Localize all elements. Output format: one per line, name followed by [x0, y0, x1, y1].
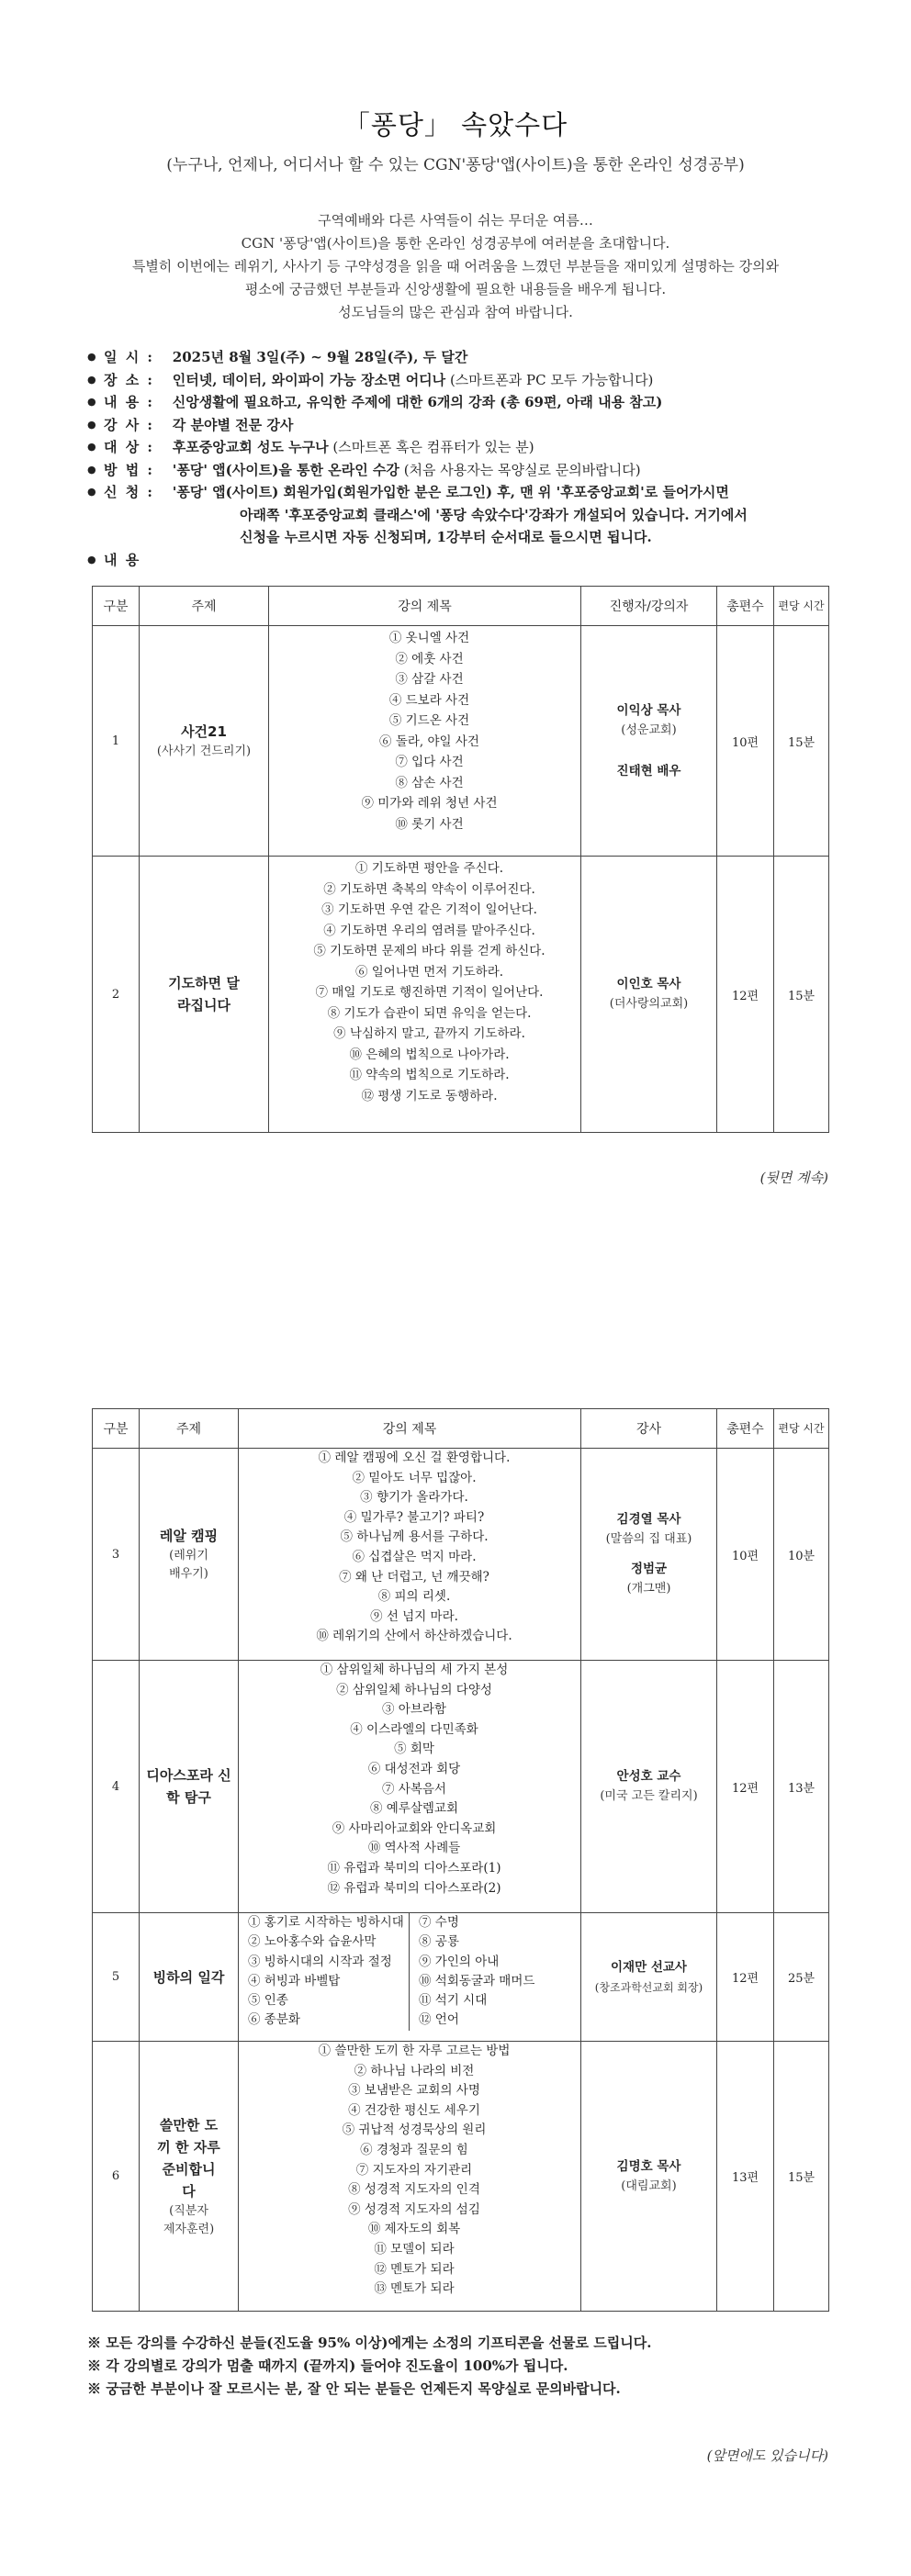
row-number: 1: [93, 626, 140, 857]
col-header: 주제: [140, 1409, 239, 1449]
info-note: (처음 사용자는 목양실로 문의바랍니다): [403, 461, 641, 478]
lecture-title: ③ 기도하면 우연 같은 기적이 일어난다.: [321, 902, 537, 917]
lecture-title: ① 기도하면 평안을 주신다.: [354, 861, 504, 876]
back-note: (앞면에도 있습니다): [706, 2447, 828, 2464]
lecture-title: ⑫ 평생 기도로 동행하라.: [361, 1088, 498, 1103]
col-header: 주제: [140, 587, 269, 626]
lecture-title: ⑪ 모델이 되라: [374, 2241, 455, 2257]
info-target: [85, 436, 848, 459]
lecture-title: ② 기도하면 축복의 약속이 이루어진다.: [323, 881, 535, 897]
info-method: [85, 459, 848, 482]
lecture-title: ⑥ 대성전과 회당: [367, 1761, 461, 1776]
intro-line: CGN '퐁당'앱(사이트)을 통한 온라인 성경공부에 여러분을 초대합니다.: [241, 235, 670, 252]
info-label: 내 용: [104, 551, 141, 568]
intro-line: 평소에 궁금했던 부분들과 신앙생활에 필요한 내용들을 배우게 됩니다.: [244, 281, 667, 297]
lecture-title: ⑤ 회막: [394, 1742, 434, 1757]
info-note: (스마트폰 혹은 컴퓨터가 있는 분): [332, 439, 534, 455]
lecture-title: ② 에훗 사건: [395, 651, 464, 666]
episode-count: 10편: [717, 626, 774, 857]
lecture-titles: [239, 1661, 581, 1913]
topic-cell: [140, 857, 269, 1133]
lecture-title: ⑧ 예루살렘교회: [369, 1801, 459, 1817]
lecturer-name: 정범균: [630, 1562, 668, 1576]
lecture-title: ⑧ 기도가 습관이 되면 유익을 얻는다.: [327, 1005, 532, 1021]
col-header: 진행자/강의자: [581, 587, 717, 626]
bullet-icon: ●: [87, 373, 96, 386]
lecturer-cell: [581, 857, 717, 1133]
lecture-title: ③ 향기가 올라가다.: [360, 1490, 468, 1506]
lecturer-cell: [581, 1913, 717, 2042]
lecture-title: ⑨ 미가와 레위 청년 사건: [361, 796, 498, 811]
lecturer-name: 김명호 목사: [616, 2158, 681, 2174]
lecture-title: ⑤ 인종: [248, 1993, 288, 2009]
lecture-title: ⑥ 일어나면 먼저 기도하라.: [354, 964, 504, 980]
lecture-title: ⑤ 귀납적 성경묵상의 원리: [342, 2122, 487, 2138]
info-value: 후포중앙교회 성도 누구나: [172, 439, 329, 455]
row-number: 6: [93, 2042, 140, 2312]
lecturer-affiliation: (더사랑의교회): [609, 997, 689, 1011]
info-value: '퐁당' 앱(사이트)을 통한 온라인 수강: [172, 461, 399, 478]
row-number: 3: [93, 1449, 140, 1661]
lecture-title: ① 옷니엘 사건: [388, 631, 470, 645]
episode-count: 10편: [717, 1449, 774, 1661]
lecture-title: ④ 드보라 사건: [388, 692, 470, 708]
lecture-title: ⑦ 왜 난 더럽고, 넌 깨끗해?: [339, 1569, 489, 1585]
topic-cell: [140, 1913, 239, 2042]
lecture-title: ⑦ 입다 사건: [395, 755, 464, 769]
lecture-titles-right: [410, 1913, 581, 2031]
lecture-title: ⑨ 가인의 아내: [419, 1954, 500, 1969]
lecture-title: ⑧ 성경적 지도자의 인격: [348, 2182, 480, 2198]
lecturer-name: 안성호 교수: [616, 1769, 681, 1784]
lecture-title: ② 노아홍수와 습윤사막: [248, 1934, 377, 1950]
lecture-title: ⑨ 선 넘지 마라.: [370, 1608, 458, 1624]
info-label: 신 청 :: [104, 484, 154, 500]
lecture-title: ⑥ 십겹살은 먹지 마라.: [352, 1549, 477, 1564]
topic-subtitle: (사사기 건드리기): [156, 745, 252, 758]
footnote: ※ 각 강의별로 강의가 멈출 때까지 (끝까지) 들어야 진도율이 100%가 됩니다.: [87, 2358, 568, 2374]
lecture-title: ③ 삼갈 사건: [395, 672, 464, 687]
lecture-table-front: [92, 586, 829, 1133]
lecture-title: ⑩ 석회동굴과 매머드: [419, 1973, 535, 1988]
episode-count: 12편: [717, 1913, 774, 2042]
lecturer-name: 이인호 목사: [616, 977, 681, 991]
col-header: 강의 제목: [269, 587, 581, 626]
lecturer-cell: [581, 1661, 717, 1913]
lecturer-name: 이익상 목사: [616, 703, 681, 718]
info-label: 대 상 :: [104, 439, 154, 455]
topic-subtitle: (직분자 제자훈련): [163, 2203, 215, 2236]
intro-paragraph: [0, 209, 911, 324]
lecture-title: ⑦ 매일 기도로 행진하면 기적이 일어난다.: [315, 985, 544, 1000]
bullet-icon: ●: [87, 351, 96, 363]
lecturer-cell: [581, 2042, 717, 2312]
lecture-title: ⑨ 성경적 지도자의 섬김: [348, 2201, 480, 2217]
episode-duration: 10분: [774, 1449, 829, 1661]
lecture-titles: [269, 626, 581, 857]
info-contents: [85, 549, 848, 572]
topic-title: 사건21: [181, 723, 227, 740]
table-row: [93, 2042, 829, 2312]
lecturer-name: 이재만 선교사: [611, 1959, 687, 1975]
info-apply: [85, 481, 848, 504]
info-value: '퐁당' 앱(사이트) 회원가입(회원가입한 분은 로그인) 후, 맨 위 '후포중앙교회'로 들어가시면: [172, 484, 729, 500]
topic-title: 디아스포라 신학 탐구: [146, 1767, 231, 1806]
info-place: [85, 369, 848, 392]
lecture-title: ⑥ 돌라, 야일 사건: [379, 734, 479, 749]
bullet-icon: ●: [87, 553, 96, 566]
info-label: 장 소 :: [104, 371, 154, 388]
col-header: 총편수: [717, 1409, 774, 1449]
lecture-title: ⑫ 멘토가 되라: [374, 2261, 455, 2277]
col-header: 강사: [581, 1409, 717, 1449]
lecture-title: ⑦ 수명: [419, 1915, 459, 1930]
lecture-title: ⑤ 기드온 사건: [388, 713, 470, 728]
table-header-row: [93, 587, 829, 626]
lecture-title: ② 하나님 나라의 비전: [354, 2063, 475, 2078]
topic-cell: [140, 1661, 239, 1913]
lecture-title: ④ 밀가루? 불고기? 파티?: [343, 1509, 485, 1525]
lecture-title: ⑧ 피의 리셋.: [377, 1589, 451, 1605]
lecture-title: ① 쓸만한 도끼 한 자루 고르는 방법: [318, 2044, 511, 2058]
lecture-title: ⑩ 제자도의 회복: [367, 2222, 461, 2237]
lecturer-affiliation: (말씀의 집 대표): [605, 1532, 692, 1546]
lecture-title: ⑫ 언어: [419, 2012, 459, 2028]
lecture-title: ⑥ 종분화: [248, 2012, 300, 2028]
bullet-icon: ●: [87, 418, 96, 431]
bullet-icon: ●: [87, 441, 96, 453]
lecture-titles-left: [239, 1913, 410, 2031]
lecturer-affiliation: (개그맨): [626, 1582, 671, 1596]
lecture-title: ⑨ 낙심하지 말고, 끝까지 기도하라.: [333, 1026, 525, 1041]
lecture-titles: [239, 2042, 581, 2312]
row-number: 5: [93, 1913, 140, 2042]
lecture-title: ⑨ 사마리아교회와 안디옥교회: [332, 1820, 497, 1836]
table-row: [93, 626, 829, 857]
lecture-title: ⑩ 역사적 사례들: [367, 1841, 461, 1856]
lecture-title: ⑧ 공룡: [419, 1934, 459, 1950]
info-note: (스마트폰과 PC 모두 가능합니다): [449, 371, 654, 388]
lecture-title: ⑩ 레위기의 산에서 하산하겠습니다.: [316, 1629, 512, 1644]
info-lecturer: [85, 414, 848, 437]
info-value: 2025년 8월 3일(주) ~ 9월 28일(주), 두 달간: [172, 349, 468, 365]
topic-title: 빙하의 일각: [152, 1968, 225, 1986]
info-value: 신앙생활에 필요하고, 유익한 주제에 대한 6개의 강좌 (총 69편, 아래 내용 참고): [172, 394, 663, 410]
episode-count: 13편: [717, 2042, 774, 2312]
topic-cell: [140, 2042, 239, 2312]
lecture-title: ⑤ 하나님께 용서를 구하다.: [340, 1529, 489, 1545]
topic-title: 기도하면 달라집니다: [168, 975, 240, 1014]
topic-title: 쓸만한 도끼 한 자루 준비합니다: [157, 2116, 220, 2200]
episode-count: 12편: [717, 1661, 774, 1913]
col-header: 편당 시간: [774, 587, 829, 626]
lecturer-affiliation: (창조과학선교회 회장): [594, 1980, 703, 1994]
lecture-title: ⑤ 기도하면 문제의 바다 위를 걷게 하신다.: [313, 944, 545, 958]
lecture-title: ⑧ 삼손 사건: [395, 775, 464, 790]
lecture-title: ① 삼위일체 하나님의 세 가지 본성: [320, 1663, 509, 1677]
bullet-icon: ●: [87, 396, 96, 408]
lecturer-cell: [581, 1449, 717, 1661]
lecture-title: ⑩ 은혜의 법칙으로 나아가라.: [349, 1047, 510, 1062]
topic-cell: [140, 626, 269, 857]
info-apply-line: 신청을 누르시면 자동 신청되며, 1강부터 순서대로 들으시면 됩니다.: [240, 529, 652, 545]
lecturer-affiliation: (대림교회): [621, 2178, 677, 2193]
lecture-title: ④ 이스라엘의 다민족화: [350, 1721, 478, 1737]
intro-line: 구역예배와 다른 사역들이 쉬는 무더운 여름…: [318, 212, 593, 229]
info-value: 인터넷, 데이터, 와이파이 가능 장소면 어디나: [172, 371, 446, 388]
lecture-title: ③ 빙하시대의 시작과 절정: [248, 1954, 392, 1969]
intro-line: 특별히 이번에는 레위기, 사사기 등 구약성경을 읽을 때 어려움을 느꼈던 부분들을 재미있게 설명하는 강의와: [131, 258, 780, 274]
lecture-title: ④ 허빙과 바벨탑: [248, 1973, 341, 1988]
col-header: 구분: [93, 587, 140, 626]
lecture-title: ⑥ 경청과 질문의 힘: [360, 2142, 468, 2157]
lecture-title: ③ 아브라함: [382, 1702, 446, 1718]
lecture-title: ⑬ 멘토가 되라: [374, 2281, 455, 2297]
lecture-titles: [239, 1913, 581, 2042]
lecture-titles: [239, 1449, 581, 1661]
episode-duration: 13분: [774, 1661, 829, 1913]
footnote: ※ 모든 강의를 수강하신 분들(진도율 95% 이상)에게는 소정의 기프티콘을 선물로 드립니다.: [87, 2335, 652, 2351]
intro-line: 성도님들의 많은 관심과 참여 바랍니다.: [338, 304, 573, 320]
topic-title: 레알 캠핑: [159, 1528, 219, 1544]
lecture-title: ① 레알 캠핑에 오신 걸 환영합니다.: [318, 1450, 511, 1465]
lecture-title: ⑦ 사복음서: [382, 1781, 446, 1797]
page-title: 「퐁당」 속았수다: [343, 109, 568, 140]
row-number: 4: [93, 1661, 140, 1913]
table-header-row: [93, 1409, 829, 1449]
lecture-titles: [269, 857, 581, 1133]
col-header: 강의 제목: [239, 1409, 581, 1449]
lecturer-name: 진태현 배우: [616, 764, 681, 778]
info-label: 강 사 :: [104, 416, 154, 433]
lecturer-affiliation: (미국 고든 칼리지): [600, 1789, 698, 1803]
lecturer-cell: [581, 626, 717, 857]
lecture-title: ④ 건강한 평신도 세우기: [348, 2102, 480, 2118]
lecturer-affiliation: (성운교회): [621, 723, 677, 737]
info-value: 각 분야별 전문 강사: [172, 416, 294, 433]
info-label: 방 법 :: [104, 461, 154, 478]
info-apply-line: 아래쪽 '후포중앙교회 클래스'에 '퐁당 속았수다'강좌가 개설되어 있습니다. 거기에서: [240, 506, 748, 523]
lecture-title: ③ 보냄받은 교회의 사명: [348, 2083, 480, 2099]
topic-subtitle: (레위기 배우기): [169, 1549, 208, 1581]
lecture-title: ⑪ 유럽과 북미의 디아스포라(1): [327, 1860, 501, 1876]
col-header: 편당 시간: [774, 1409, 829, 1449]
lecture-title: ⑪ 석기 시대: [419, 1993, 488, 2009]
episode-duration: 15분: [774, 857, 829, 1133]
lecture-title: ② 밑아도 너무 밉잖아.: [352, 1470, 477, 1485]
episode-duration: 15분: [774, 2042, 829, 2312]
bullet-icon: ●: [87, 486, 96, 498]
continued-note: (뒷면 계속): [759, 1170, 828, 1186]
footnotes: [87, 2332, 859, 2401]
lecture-title: ⑪ 약속의 법칙으로 기도하라.: [349, 1068, 510, 1082]
lecture-title: ④ 기도하면 우리의 염려를 맡아주신다.: [323, 923, 535, 938]
info-content: [85, 391, 848, 414]
lecture-title: ⑫ 유럽과 북미의 디아스포라(2): [327, 1880, 501, 1896]
table-row: [93, 1661, 829, 1913]
lecture-title: ⑩ 롯기 사건: [395, 816, 464, 832]
lecture-title: ⑦ 지도자의 자기관리: [355, 2162, 473, 2178]
info-label: 일 시 :: [104, 349, 154, 365]
table-row: [93, 1913, 829, 2042]
footnote: ※ 궁금한 부분이나 잘 모르시는 분, 잘 안 되는 분들은 언제든지 목양실로 문의바랍니다.: [87, 2380, 621, 2397]
episode-count: 12편: [717, 857, 774, 1133]
page-subtitle: (누구나, 언제나, 어디서나 할 수 있는 CGN'퐁당'앱(사이트)을 통한 온라인 성경공부): [166, 156, 745, 174]
col-header: 구분: [93, 1409, 140, 1449]
topic-cell: [140, 1449, 239, 1661]
table-row: [93, 857, 829, 1133]
episode-duration: 25분: [774, 1913, 829, 2042]
lecture-table-back: [92, 1408, 829, 2312]
lecturer-name: 김경열 목사: [616, 1512, 681, 1527]
col-header: 총편수: [717, 587, 774, 626]
info-period: [85, 346, 848, 369]
lecture-title: ② 삼위일체 하나님의 다양성: [336, 1682, 492, 1697]
info-list: [85, 346, 848, 571]
episode-duration: 15분: [774, 626, 829, 857]
table-row: [93, 1449, 829, 1661]
row-number: 2: [93, 857, 140, 1133]
bullet-icon: ●: [87, 463, 96, 476]
lecture-title: ① 홍기로 시작하는 빙하시대: [248, 1915, 404, 1930]
info-label: 내 용 :: [104, 394, 154, 410]
